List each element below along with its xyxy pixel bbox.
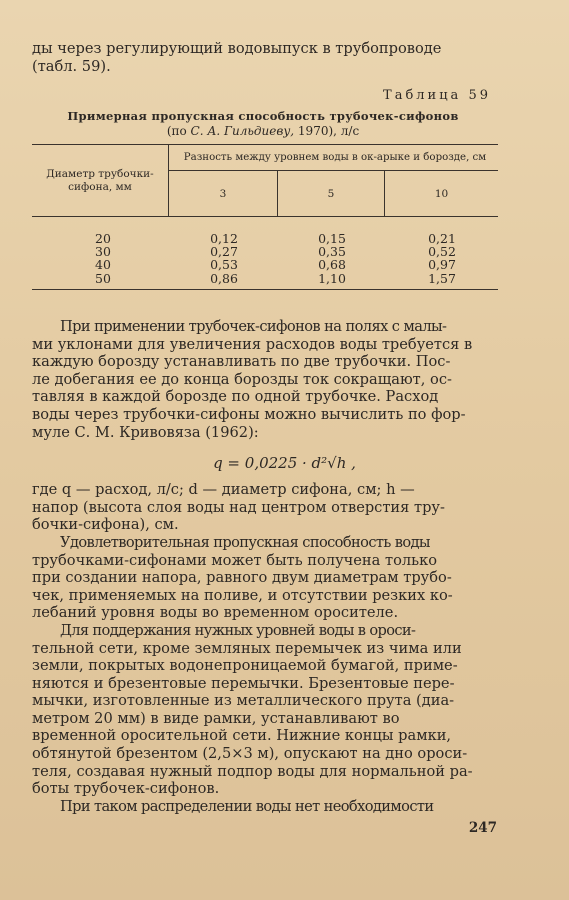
stub-header: Диаметр трубочки-сифона, мм xyxy=(46,168,154,193)
table-cell: 1,57 xyxy=(428,270,456,286)
table-label: Таблица 59 xyxy=(383,88,491,103)
flow-formula: q = 0,0225 · d²√h , xyxy=(213,454,356,472)
intro-text xyxy=(32,40,494,75)
table-cell: 0,27 xyxy=(210,244,238,260)
text-line: Удовлетворительная пропускная способность воды xyxy=(60,533,430,551)
paragraph-formula-legend xyxy=(32,481,494,534)
text-line: трубочками-сифонами может быть получена только xyxy=(32,551,437,569)
table-cell: 0,53 xyxy=(210,257,238,273)
group-header: Разность между уровнем воды в ок-арыке и борозде, см xyxy=(183,152,487,163)
text-line: при создании напора, равного двум диаметрам трубо- xyxy=(32,569,452,587)
table-divider xyxy=(168,144,169,216)
text-line: обтянутой брезентом (2,5×3 м), опускают на дно ороси- xyxy=(32,745,468,763)
value-column-5cm xyxy=(312,232,352,285)
table-top-rule xyxy=(32,144,498,145)
paragraph-capacity xyxy=(32,534,494,622)
text-line: напор (высота слоя воды над центром отверстия тру- xyxy=(32,498,445,516)
value-column-10cm xyxy=(422,232,462,285)
text-line: При таком распределении воды нет необходимости xyxy=(60,797,434,815)
table-cell: 0,35 xyxy=(318,244,346,260)
table-cell: 0,97 xyxy=(428,257,456,273)
text-line: (табл. 59). xyxy=(32,57,111,75)
table-cell: 0,12 xyxy=(210,231,238,246)
text-line: теля, создавая нужный подпор воды для нормальной ра- xyxy=(32,762,473,780)
table-cell: 0,15 xyxy=(318,231,346,246)
text-line: временной оросительной сети. Нижние концы рамки, xyxy=(32,727,452,745)
table-header-rule xyxy=(32,216,498,217)
text-line: где q — расход, л/с; d — диаметр сифона, см; h — xyxy=(32,481,415,499)
paragraph-siphon-usage xyxy=(32,318,494,441)
table-bottom-rule xyxy=(32,289,498,290)
text-line: бочки-сифона), см. xyxy=(32,516,179,534)
paragraph-closing xyxy=(32,798,494,816)
table-cell: 30 xyxy=(95,244,111,260)
text-line: каждую борозду устанавливать по две трубочки. Пос- xyxy=(32,353,451,371)
table-cell: 0,52 xyxy=(428,244,456,260)
text-line: ми уклонами для увеличения расходов воды требуется в xyxy=(32,335,473,353)
paragraph-canvas-dams xyxy=(32,622,494,798)
text-line: При применении трубочек-сифонов на полях с малы- xyxy=(60,318,447,335)
text-line: лебаний уровня воды во временном оросителе. xyxy=(32,604,399,622)
table-cell: 0,21 xyxy=(428,231,456,246)
value-column-3cm xyxy=(204,232,244,285)
source-prefix: (по xyxy=(166,124,191,138)
text-line: Для поддержания нужных уровней воды в ороси- xyxy=(60,621,416,639)
body-text xyxy=(32,318,494,815)
text-line: няются и брезентовые перемычки. Брезентовые пере- xyxy=(32,674,455,692)
text-line: чек, применяемых на поливе, и отсутствии резких ко- xyxy=(32,586,453,604)
text-line: земли, покрытых водонепроницаемой бумагой, приме- xyxy=(32,657,458,675)
text-line: воды через трубочки-сифоны можно вычислить по фор- xyxy=(32,405,466,423)
table-cell: 50 xyxy=(95,270,111,286)
subheader-10: 10 xyxy=(434,188,449,200)
page-number: 247 xyxy=(468,820,497,836)
text-line: тельной сети, кроме земляных перемычек из чима или xyxy=(32,639,462,657)
text-line: мычки, изготовленные из металлического прута (диа- xyxy=(32,692,455,710)
source-suffix: 1970), л/с xyxy=(294,124,360,138)
text-line: муле С. М. Кривовяза (1962): xyxy=(32,423,259,441)
table-cell: 20 xyxy=(95,231,111,246)
text-line: боты трубочек-сифонов. xyxy=(32,780,220,798)
table-group-rule xyxy=(168,170,498,171)
table-cell: 0,68 xyxy=(318,257,346,273)
table-cell: 40 xyxy=(95,257,111,273)
text-line: ле добегания ее до конца борозды ток сокращают, ос- xyxy=(32,370,452,388)
subheader-5: 5 xyxy=(327,188,335,200)
text-line: тавляя в каждой борозде по одной трубочке. Расход xyxy=(32,388,439,406)
subheader-3: 3 xyxy=(219,188,227,200)
diameter-column xyxy=(88,232,118,285)
table-title: Примерная пропускная способность трубочек-сифонов xyxy=(67,109,459,123)
capacity-table xyxy=(32,144,498,290)
table-source xyxy=(32,124,494,138)
table-cell: 1,10 xyxy=(318,270,346,286)
table-cell: 0,86 xyxy=(210,270,238,286)
text-line: ды через регулирующий водовыпуск в трубопроводе xyxy=(32,40,442,57)
text-line: метром 20 мм) в виде рамки, устанавливают во xyxy=(32,709,400,727)
source-author: С. А. Гильдиеву, xyxy=(190,124,295,138)
